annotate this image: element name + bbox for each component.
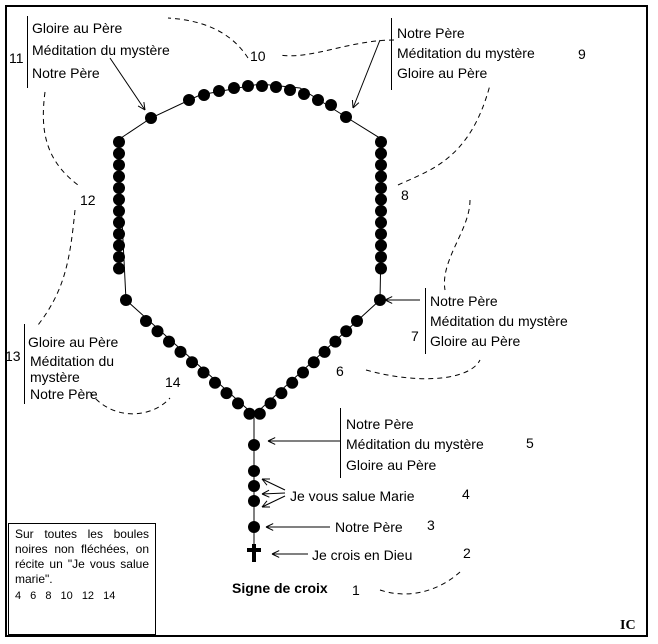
label-number-3: 3 <box>427 517 435 533</box>
sign-of-cross-label: Signe de croix <box>232 580 328 596</box>
bracket-5 <box>340 408 341 478</box>
rosary-bead <box>351 315 363 327</box>
rosary-bead <box>254 408 266 420</box>
flow-arrow <box>90 392 170 414</box>
rosary-bead <box>120 294 132 306</box>
cord-line <box>266 527 273 530</box>
rosary-bead <box>340 325 352 337</box>
rosary-bead <box>340 111 352 123</box>
arrow <box>266 524 330 531</box>
bracket-11 <box>27 16 28 88</box>
label-number-1: 1 <box>352 582 360 598</box>
label-number-8: 8 <box>401 187 409 203</box>
arrow <box>262 479 285 490</box>
cord-line <box>272 551 279 554</box>
cord-line <box>262 496 285 507</box>
prayer-line: Notre Père <box>430 293 498 309</box>
cord-line <box>385 300 392 303</box>
rosary-bead <box>183 94 195 106</box>
cord-line <box>352 100 353 108</box>
cord-line <box>353 40 380 108</box>
rosary-bead <box>248 439 260 451</box>
cord-line <box>262 494 269 497</box>
legend-text: Sur toutes les boules noires non fléchées, on récite un "Je vous salue marie". <box>15 527 149 586</box>
flow-arrow <box>444 200 470 290</box>
rosary-bead <box>113 171 125 183</box>
flow-arrow <box>168 18 248 58</box>
rosary-bead <box>329 336 341 348</box>
cord-line <box>262 479 285 490</box>
label-number-13: 13 <box>5 348 21 364</box>
rosary-bead <box>248 521 260 533</box>
rosary-bead <box>375 182 387 194</box>
rosary-bead <box>375 159 387 171</box>
prayer-line: Méditation du mystère <box>32 42 170 58</box>
rosary-bead <box>297 367 309 379</box>
rosary-bead <box>248 495 260 507</box>
prayer-line: Gloire au Père <box>346 457 437 473</box>
prayer-line: Je vous salue Marie <box>290 488 415 504</box>
rosary-bead <box>163 336 175 348</box>
prayer-line: Gloire au Père <box>397 65 488 81</box>
prayer-line: Notre Père <box>335 519 403 535</box>
rosary-bead <box>275 387 287 399</box>
rosary-bead <box>375 148 387 160</box>
prayer-line: Méditation du mystère <box>397 45 535 61</box>
prayer-line: Méditation du mystère <box>346 436 484 452</box>
rosary-bead <box>256 80 268 92</box>
cord-line <box>268 438 275 441</box>
prayer-line: Notre Père <box>346 416 414 432</box>
signature: IC <box>620 618 636 633</box>
prayer-line: Méditation du <box>30 353 115 369</box>
cord-line <box>262 493 285 494</box>
rosary-bead <box>319 346 331 358</box>
rosary-bead <box>325 99 337 111</box>
prayer-line: Gloire au Père <box>28 334 119 350</box>
rosary-bead <box>375 171 387 183</box>
prayer-line: Notre Père <box>32 65 100 81</box>
rosary-bead <box>113 159 125 171</box>
rosary-bead <box>375 136 387 148</box>
label-number-5: 5 <box>526 435 534 451</box>
label-number-10: 10 <box>250 48 266 64</box>
label-number-11: 11 <box>9 50 24 66</box>
legend-numbers: 4 6 8 10 12 14 <box>15 590 116 602</box>
rosary-bead <box>374 294 386 306</box>
arrow <box>262 490 285 497</box>
rosary-bead <box>375 194 387 206</box>
arrow <box>385 297 420 304</box>
prayer-line: Gloire au Père <box>32 20 123 36</box>
flow-arrow <box>38 210 75 325</box>
prayer-line: Gloire au Père <box>430 333 521 349</box>
rosary-bead <box>375 205 387 217</box>
rosary-bead <box>375 263 387 275</box>
rosary-bead <box>113 205 125 217</box>
rosary-bead <box>113 240 125 252</box>
cord-line <box>385 297 392 300</box>
bracket-9 <box>391 18 392 90</box>
arrow <box>352 40 380 108</box>
rosary-bead <box>248 465 260 477</box>
rosary-bead <box>286 377 298 389</box>
flow-arrow <box>366 360 480 379</box>
rosary-bead <box>113 136 125 148</box>
rosary-bead <box>375 228 387 240</box>
rosary-bead <box>113 194 125 206</box>
arrows <box>38 18 490 594</box>
rosary-bead <box>213 85 225 97</box>
rosary-bead <box>298 88 310 100</box>
arrow <box>272 551 308 558</box>
cord-line <box>266 524 273 527</box>
rosary-bead <box>284 84 296 96</box>
cord-line <box>110 58 145 110</box>
cord-line <box>268 441 275 444</box>
bracket-7 <box>425 288 426 354</box>
rosary-bead <box>375 240 387 252</box>
flow-arrow <box>398 85 490 185</box>
rosary-bead <box>113 182 125 194</box>
rosary-bead <box>113 217 125 229</box>
crucifix-icon <box>247 544 261 562</box>
rosary-bead <box>221 387 233 399</box>
prayer-line: Méditation du mystère <box>430 313 568 329</box>
rosary-bead <box>308 356 320 368</box>
flow-arrow <box>43 92 78 185</box>
rosary-bead <box>145 112 157 124</box>
rosary-bead <box>228 82 240 94</box>
rosary-bead <box>312 94 324 106</box>
rosary-bead <box>140 315 152 327</box>
bracket-13 <box>24 324 25 404</box>
prayer-line: Notre Père <box>397 25 465 41</box>
rosary-bead <box>248 480 260 492</box>
rosary-bead <box>242 80 254 92</box>
rosary-bead <box>270 81 282 93</box>
arrow <box>268 438 340 445</box>
flow-arrow <box>380 572 460 594</box>
label-number-14: 14 <box>165 374 181 390</box>
label-number-6: 6 <box>336 363 344 379</box>
rosary-bead <box>265 397 277 409</box>
rosary-bead <box>113 263 125 275</box>
rosary-bead <box>175 346 187 358</box>
prayer-line: mystère <box>30 369 80 385</box>
label-number-7: 7 <box>411 328 419 344</box>
rosary-bead <box>209 377 221 389</box>
label-number-9: 9 <box>578 46 586 62</box>
prayer-line: Notre Père <box>30 386 98 402</box>
prayer-line: Je crois en Dieu <box>312 547 413 563</box>
rosary-bead <box>113 228 125 240</box>
rosary-bead <box>232 397 244 409</box>
rosary-bead <box>375 217 387 229</box>
rosary-bead <box>198 89 210 101</box>
arrow <box>110 58 145 110</box>
cord-line <box>272 554 279 557</box>
arrow <box>262 496 285 507</box>
label-number-4: 4 <box>462 486 470 502</box>
label-number-12: 12 <box>80 192 96 208</box>
rosary-bead <box>375 251 387 263</box>
rosary-bead <box>152 325 164 337</box>
label-number-2: 2 <box>463 545 471 561</box>
rosary-bead <box>113 251 125 263</box>
legend-box <box>8 523 156 635</box>
rosary-bead <box>244 408 256 420</box>
rosary-bead <box>113 148 125 160</box>
rosary-bead <box>198 367 210 379</box>
rosary-bead <box>186 356 198 368</box>
